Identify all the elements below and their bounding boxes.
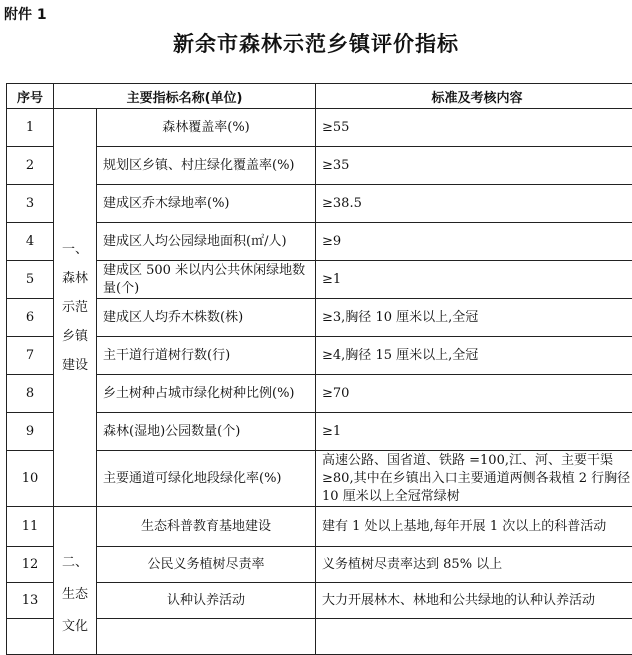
category-line: 乡镇 [54,322,96,351]
header-std: 标准及考核内容 [316,84,632,109]
indicator-name: 森林覆盖率(%) [97,109,316,147]
indicator-standard: ≥3,胸径 10 厘米以上,全冠 [316,299,632,337]
category-line: 示范 [54,293,96,322]
table-row [7,413,632,451]
table-row [7,451,632,507]
header-no: 序号 [7,84,54,109]
row-no: 13 [7,583,54,619]
indicator-table [6,83,632,655]
category-line: 生态 [54,579,96,611]
table-row [7,147,632,185]
indicator-standard: ≥55 [316,109,632,147]
indicator-standard: ≥1 [316,261,632,299]
table-row [7,337,632,375]
row-no: 7 [7,337,54,375]
indicator-standard: ≥70 [316,375,632,413]
indicator-name: 公民义务植树尽责率 [97,547,316,583]
table-row [7,185,632,223]
table-row [7,299,632,337]
indicator-name: 森林(湿地)公园数量(个) [97,413,316,451]
row-no: 6 [7,299,54,337]
indicator-name: 主干道行道树行数(行) [97,337,316,375]
attachment-label: 附件 1 [4,4,47,24]
indicator-standard: 大力开展林木、林地和公共绿地的认种认养活动 [316,583,632,619]
row-no: 11 [7,507,54,547]
indicator-standard: 建有 1 处以上基地,每年开展 1 次以上的科普活动 [316,507,632,547]
row-no: 12 [7,547,54,583]
category-cell [54,507,97,655]
indicator-standard: ≥1 [316,413,632,451]
table-row [7,223,632,261]
row-no: 10 [7,451,54,507]
table-row [7,109,632,147]
category-line: 建设 [54,351,96,380]
category-cell [54,109,97,507]
page-title: 新余市森林示范乡镇评价指标 [0,28,632,58]
row-no: 1 [7,109,54,147]
row-no: 3 [7,185,54,223]
indicator-name: 规划区乡镇、村庄绿化覆盖率(%) [97,147,316,185]
category-line: 文化 [54,611,96,643]
category-line: 一、 [54,235,96,264]
indicator-standard: ≥35 [316,147,632,185]
header-name: 主要指标名称(单位) [54,84,316,109]
indicator-name: 生态科普教育基地建设 [97,507,316,547]
category-line: 二、 [54,547,96,579]
category-line: 森林 [54,264,96,293]
row-no: 2 [7,147,54,185]
table-row [7,375,632,413]
table-row [7,583,632,619]
row-no: 4 [7,223,54,261]
table-header-row [7,84,632,109]
indicator-name: 建成区人均公园绿地面积(㎡/人) [97,223,316,261]
table-row [7,507,632,547]
indicator-standard: 义务植树尽责率达到 85% 以上 [316,547,632,583]
indicator-name: 建成区乔木绿地率(%) [97,185,316,223]
indicator-standard: ≥38.5 [316,185,632,223]
indicator-name: 建成区 500 米以内公共休闲绿地数量(个) [97,261,316,299]
indicator-name: 建成区人均乔木株数(株) [97,299,316,337]
indicator-name: 主要通道可绿化地段绿化率(%) [97,451,316,507]
table-row [7,547,632,583]
table-row [7,261,632,299]
row-no: 5 [7,261,54,299]
indicator-name: 认种认养活动 [97,583,316,619]
indicator-standard: 高速公路、国省道、铁路 =100,江、河、主要干渠 ≥80,其中在乡镇出入口主要通道两侧各栽植 2 行胸径 10 厘米以上全冠常绿树 [316,451,632,507]
row-no: 8 [7,375,54,413]
row-no: 9 [7,413,54,451]
indicator-standard: ≥9 [316,223,632,261]
indicator-name: 乡土树种占城市绿化树种比例(%) [97,375,316,413]
indicator-standard: ≥4,胸径 15 厘米以上,全冠 [316,337,632,375]
